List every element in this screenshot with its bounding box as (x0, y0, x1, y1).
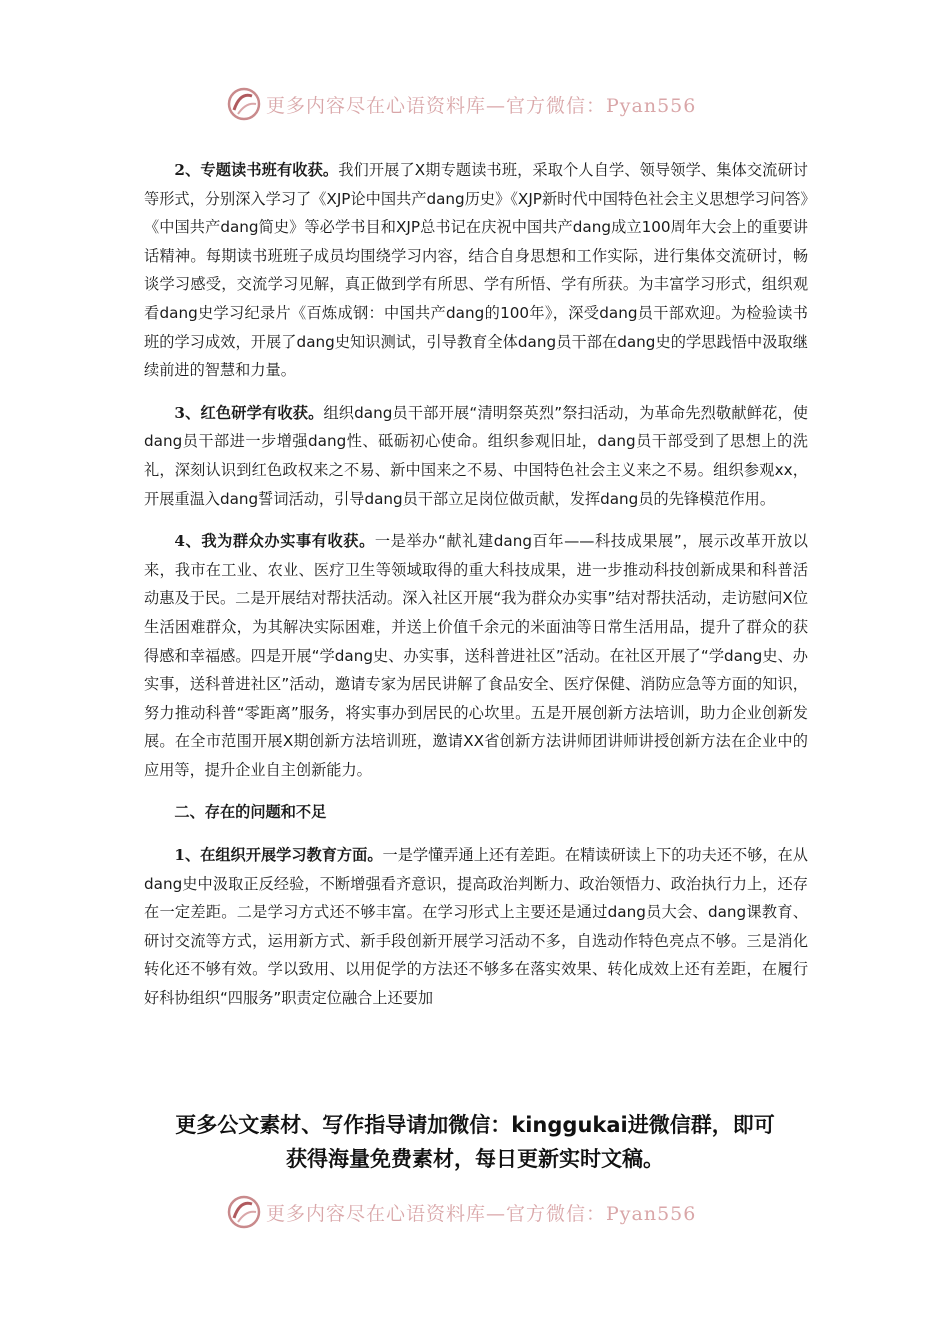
paragraph-lead: 2、专题读书班有收获。 (174, 161, 339, 179)
paragraph-lead: 3、红色研学有收获。 (174, 403, 324, 422)
paragraph-text: 一是举办“献礼建dang百年——科技成果展”，展示改革开放以来，我市在工业、农业、医疗卫生等领域取得的重大科技成果，进一步推动科技创新成果和科普活动惠及于民。二是开展结对帮扶活动。深入社区开展“我为群众办实事”结对帮扶活动，走访慰问X位生活困难群众，为其解决实际困难，并送上价值千余元的米面油等日常生活用品，提升了群众的获得感和幸福感。四是开展“学dang史、办实事，送科普进社区”活动。在社区开展了“学dang史、办实事，送科普进社区”活动，邀请专家为居民讲解了食品安全、医疗保健、消防应急等方面的知识，努力推动科普“零距离”服务，将实事办到居民的心坎里。五是开展创新方法培训，助力企业创新发展。在全市范围开展X期创新方法培训班，邀请XX省创新方法讲师团讲师讲授创新方法在企业中的应用等，提升企业自主创新能力。 (144, 532, 809, 779)
promo-line-2: 获得海量免费素材，每日更新实时文稿。 (286, 1147, 664, 1171)
watermark-text: 更多内容尽在心语资料库—官方微信：Pyan556 (266, 94, 697, 117)
watermark-header (226, 84, 726, 124)
paragraph-lead: 4、我为群众办实事有收获。 (174, 532, 375, 551)
watermark-text: 更多内容尽在心语资料库—官方微信：Pyan556 (266, 1202, 697, 1225)
section-heading (144, 798, 808, 827)
paragraph-practical-work (144, 527, 808, 784)
promo-banner (100, 1108, 850, 1176)
promo-line-1: 更多公文素材、写作指导请加微信：kinggukai进微信群，即可 (175, 1113, 775, 1137)
paragraph-study-class (144, 156, 808, 385)
paragraph-red-study (144, 399, 808, 513)
paragraph-text: 组织dang员干部开展“清明祭英烈”祭扫活动，为革命先烈敬献鲜花，使dang员干部进一步增强dang性、砥砺初心使命。组织参观旧址，dang员干部受到了思想上的洗礼，深刻认识到红色政权来之不易、新中国来之不易、中国特色社会主义来之不易。组织参观xx，开展重温入dang誓词活动，引导dang员干部立足岗位做贡献，发挥dang员的先锋模范作用。 (144, 403, 808, 508)
paragraph-lead: 1、在组织开展学习教育方面。 (174, 846, 383, 865)
watermark-logo-icon (226, 1194, 262, 1230)
watermark-logo-icon (226, 86, 262, 122)
watermark-footer (226, 1192, 726, 1232)
paragraph-problems (144, 841, 808, 1013)
paragraph-text: 一是学懂弄通上还有差距。在精读研读上下的功夫还不够，在从dang史中汲取正反经验，不断增强看齐意识，提高政治判断力、政治领悟力、政治执行力上，还存在一定差距。二是学习方式还不够丰富。在学习形式上主要还是通过dang员大会、dang课教育、研讨交流等方式，运用新方式、新手段创新开展学习活动不多，自选动作特色亮点不够。三是消化转化还不够有效。学以致用、以用促学的方法还不够多在落实效果、转化成效上还有差距，在履行好科协组织“四服务”职责定位融合上还要加 (144, 846, 808, 1008)
paragraph-text: 我们开展了X期专题读书班，采取个人自学、领导领学、集体交流研讨等形式，分别深入学习了《XJP论中国共产dang历史》《XJP新时代中国特色社会主义思想学习问答》《中国共产dang简史》等必学书目和XJP总书记在庆祝中国共产dang成立100周年大会上的重要讲话精神。每期读书班班子成员均围绕学习内容，结合自身思想和工作实际，进行集体交流研讨，畅谈学习感受，交流学习见解，真正做到学有所思、学有所悟、学有所获。为丰富学习形式，组织观看dang史学习纪录片《百炼成钢：中国共产dang的100年》，深受dang员干部欢迎。为检验读书班的学习成效，开展了dang史知识测试，引导教育全体dang员干部在dang史的学思践悟中汲取继续前进的智慧和力量。 (144, 161, 808, 380)
document-body (144, 156, 808, 1027)
section-title: 二、存在的问题和不足 (174, 803, 327, 822)
